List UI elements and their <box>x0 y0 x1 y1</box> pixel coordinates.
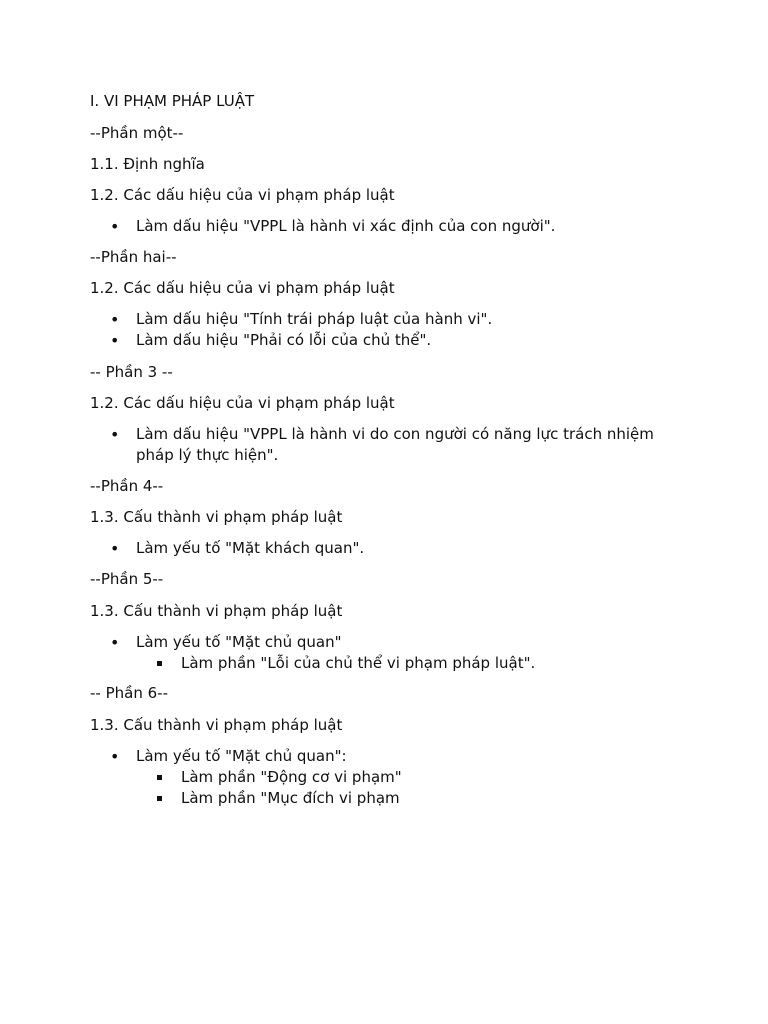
heading-structure-5: 1.3. Cấu thành vi phạm pháp luật <box>90 602 343 620</box>
list-item-text: Làm dấu hiệu "Tính trái pháp luật của hành vi". <box>136 310 493 328</box>
sub-list-item <box>157 653 535 674</box>
list-item <box>110 330 696 351</box>
bullet-icon: • <box>110 331 120 350</box>
sub-list-item <box>157 767 402 788</box>
bullet-icon: • <box>110 539 120 558</box>
list-item-text: Làm yếu tố "Mặt chủ quan": <box>136 747 347 765</box>
list-item-text: Làm yếu tố "Mặt khách quan". <box>136 539 365 557</box>
heading-signs-1: 1.2. Các dấu hiệu của vi phạm pháp luật <box>90 186 395 204</box>
bullet-icon: • <box>110 310 120 329</box>
list-item-text: Làm yếu tố "Mặt chủ quan" <box>136 633 342 651</box>
list-item-text: Làm dấu hiệu "VPPL là hành vi xác định của con người". <box>136 217 556 235</box>
sub-list-item-text: Làm phần "Mục đích vi phạm <box>181 789 400 807</box>
part-6-header: -- Phần 6-- <box>90 684 168 702</box>
square-bullet-icon <box>157 796 162 801</box>
square-bullet-icon <box>157 775 162 780</box>
square-bullet-icon <box>157 661 162 666</box>
list-item <box>110 309 696 330</box>
sub-list-item-text: Làm phần "Lỗi của chủ thể vi phạm pháp luật". <box>181 654 536 672</box>
bullet-icon: • <box>110 217 120 236</box>
heading-definition: 1.1. Định nghĩa <box>90 155 205 173</box>
bullet-icon: • <box>110 747 120 766</box>
heading-structure-4: 1.3. Cấu thành vi phạm pháp luật <box>90 508 343 526</box>
heading-signs-2: 1.2. Các dấu hiệu của vi phạm pháp luật <box>90 279 395 297</box>
list-item <box>110 538 696 559</box>
heading-signs-3: 1.2. Các dấu hiệu của vi phạm pháp luật <box>90 394 395 412</box>
list-item-text: Làm dấu hiệu "Phải có lỗi của chủ thể". <box>136 331 432 349</box>
document-title: I. VI PHẠM PHÁP LUẬT <box>90 92 255 110</box>
list-item <box>110 424 676 466</box>
part-5-header: --Phần 5-- <box>90 570 164 588</box>
part-3-header: -- Phần 3 -- <box>90 363 173 381</box>
list-item <box>110 746 696 767</box>
part-2-header: --Phần hai-- <box>90 248 177 266</box>
part-1-header: --Phần một-- <box>90 124 184 142</box>
list-item <box>110 216 696 237</box>
list-item <box>110 632 696 653</box>
list-item-text: Làm dấu hiệu "VPPL là hành vi do con người có năng lực trách nhiệm pháp lý thực hiện". <box>136 425 654 464</box>
bullet-icon: • <box>110 633 120 652</box>
sub-list-item <box>157 788 400 809</box>
part-4-header: --Phần 4-- <box>90 477 164 495</box>
bullet-icon: • <box>110 425 120 444</box>
heading-structure-6: 1.3. Cấu thành vi phạm pháp luật <box>90 716 343 734</box>
sub-list-item-text: Làm phần "Động cơ vi phạm" <box>181 768 402 786</box>
